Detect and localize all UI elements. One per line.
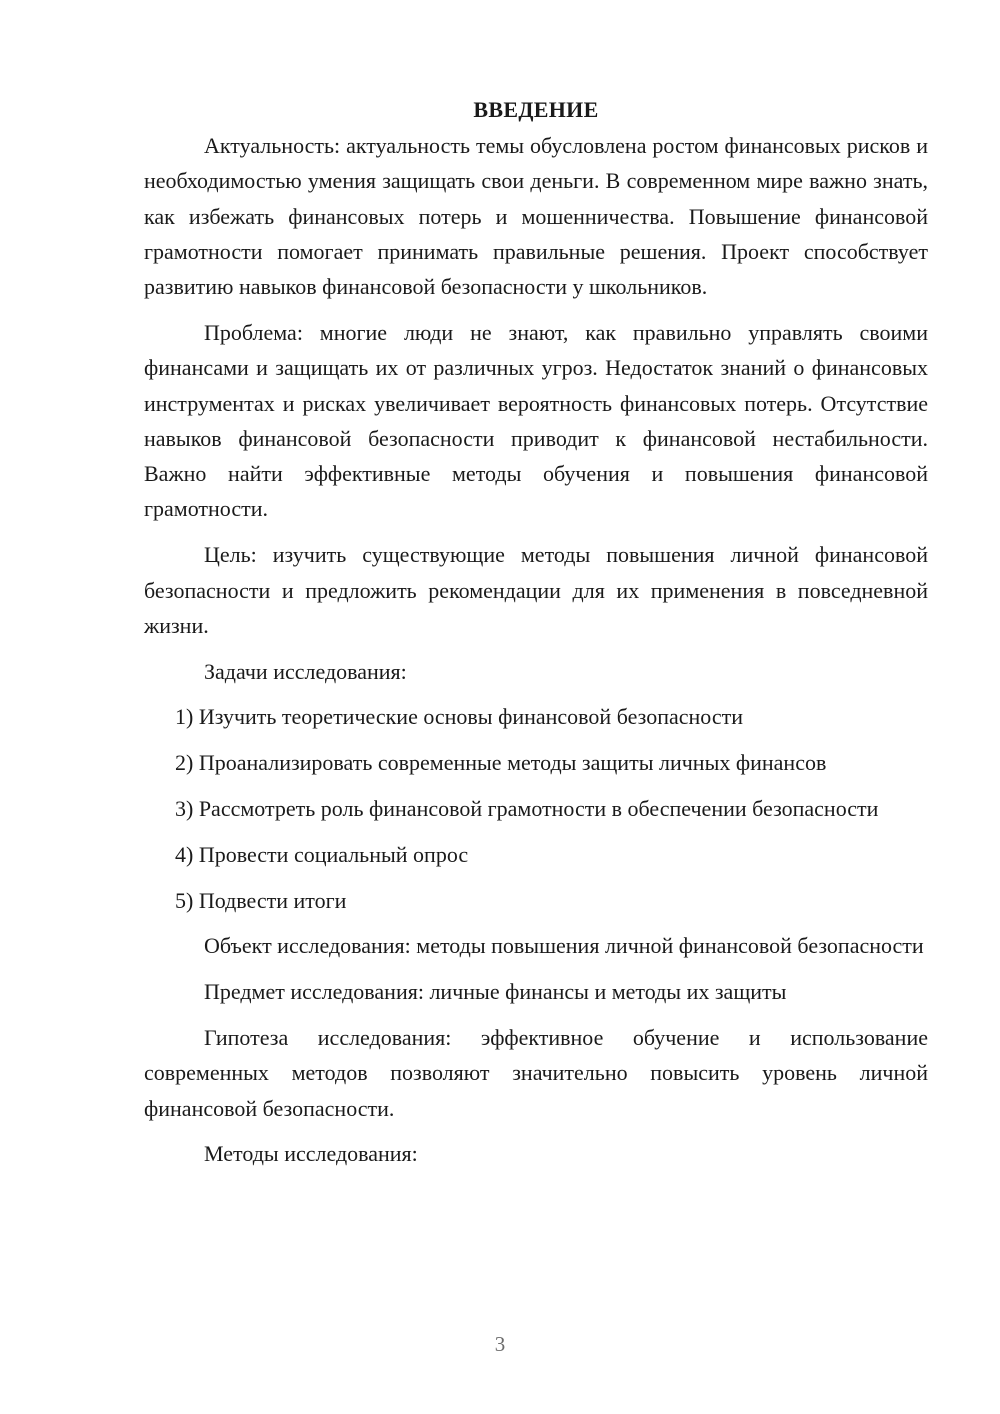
paragraph-problem: Проблема: многие люди не знают, как правильно управлять своими финансами и защищать их от различных угроз. Недостаток знаний о финансовых инструментах и рисках увеличивает вероятность финансовых потерь. Отсутствие навыков финансовой безопасности приводит к финансовой нестабильности. Важно найти эффективные методы обучения и повышения финансовой грамотности. (144, 319, 928, 522)
paragraph-relevance: Актуальность: актуальность темы обусловлена ростом финансовых рисков и необходимостью умения защищать свои деньги. В современном мире важно знать, как избежать финансовых потерь и мошенничества. Повышение финансовой грамотности помогает принимать правильные решения. Проект способствует развитию навыков финансовой безопасности у школьников. (144, 133, 928, 300)
task-item-2: 2) Проанализировать современные методы защиты личных финансов (175, 750, 827, 776)
paragraph-subject: Предмет исследования: личные финансы и методы их защиты (204, 979, 787, 1005)
paragraph-hypothesis: Гипотеза исследования: эффективное обучение и использование современных методов позволяют значительно повысить уровень личной финансовой безопасности. (144, 1025, 928, 1121)
paragraph-goal: Цель: изучить существующие методы повышения личной финансовой безопасности и предложить рекомендации для их применения в повседневной жизни. (144, 542, 928, 638)
task-item-3: 3) Рассмотреть роль финансовой грамотности в обеспечении безопасности (175, 796, 879, 822)
paragraph-tasks-heading: Задачи исследования: (204, 658, 407, 684)
task-item-4: 4) Провести социальный опрос (175, 841, 469, 867)
page-number: 3 (494, 1332, 506, 1356)
page-title: ВВЕДЕНИЕ (473, 97, 599, 122)
document-page (144, 94, 928, 1182)
paragraph-object: Объект исследования: методы повышения личной финансовой безопасности (204, 933, 924, 959)
task-item-5: 5) Подвести итоги (175, 887, 347, 913)
paragraph-methods-heading: Методы исследования: (204, 1141, 418, 1167)
task-item-1: 1) Изучить теоретические основы финансовой безопасности (175, 704, 743, 730)
